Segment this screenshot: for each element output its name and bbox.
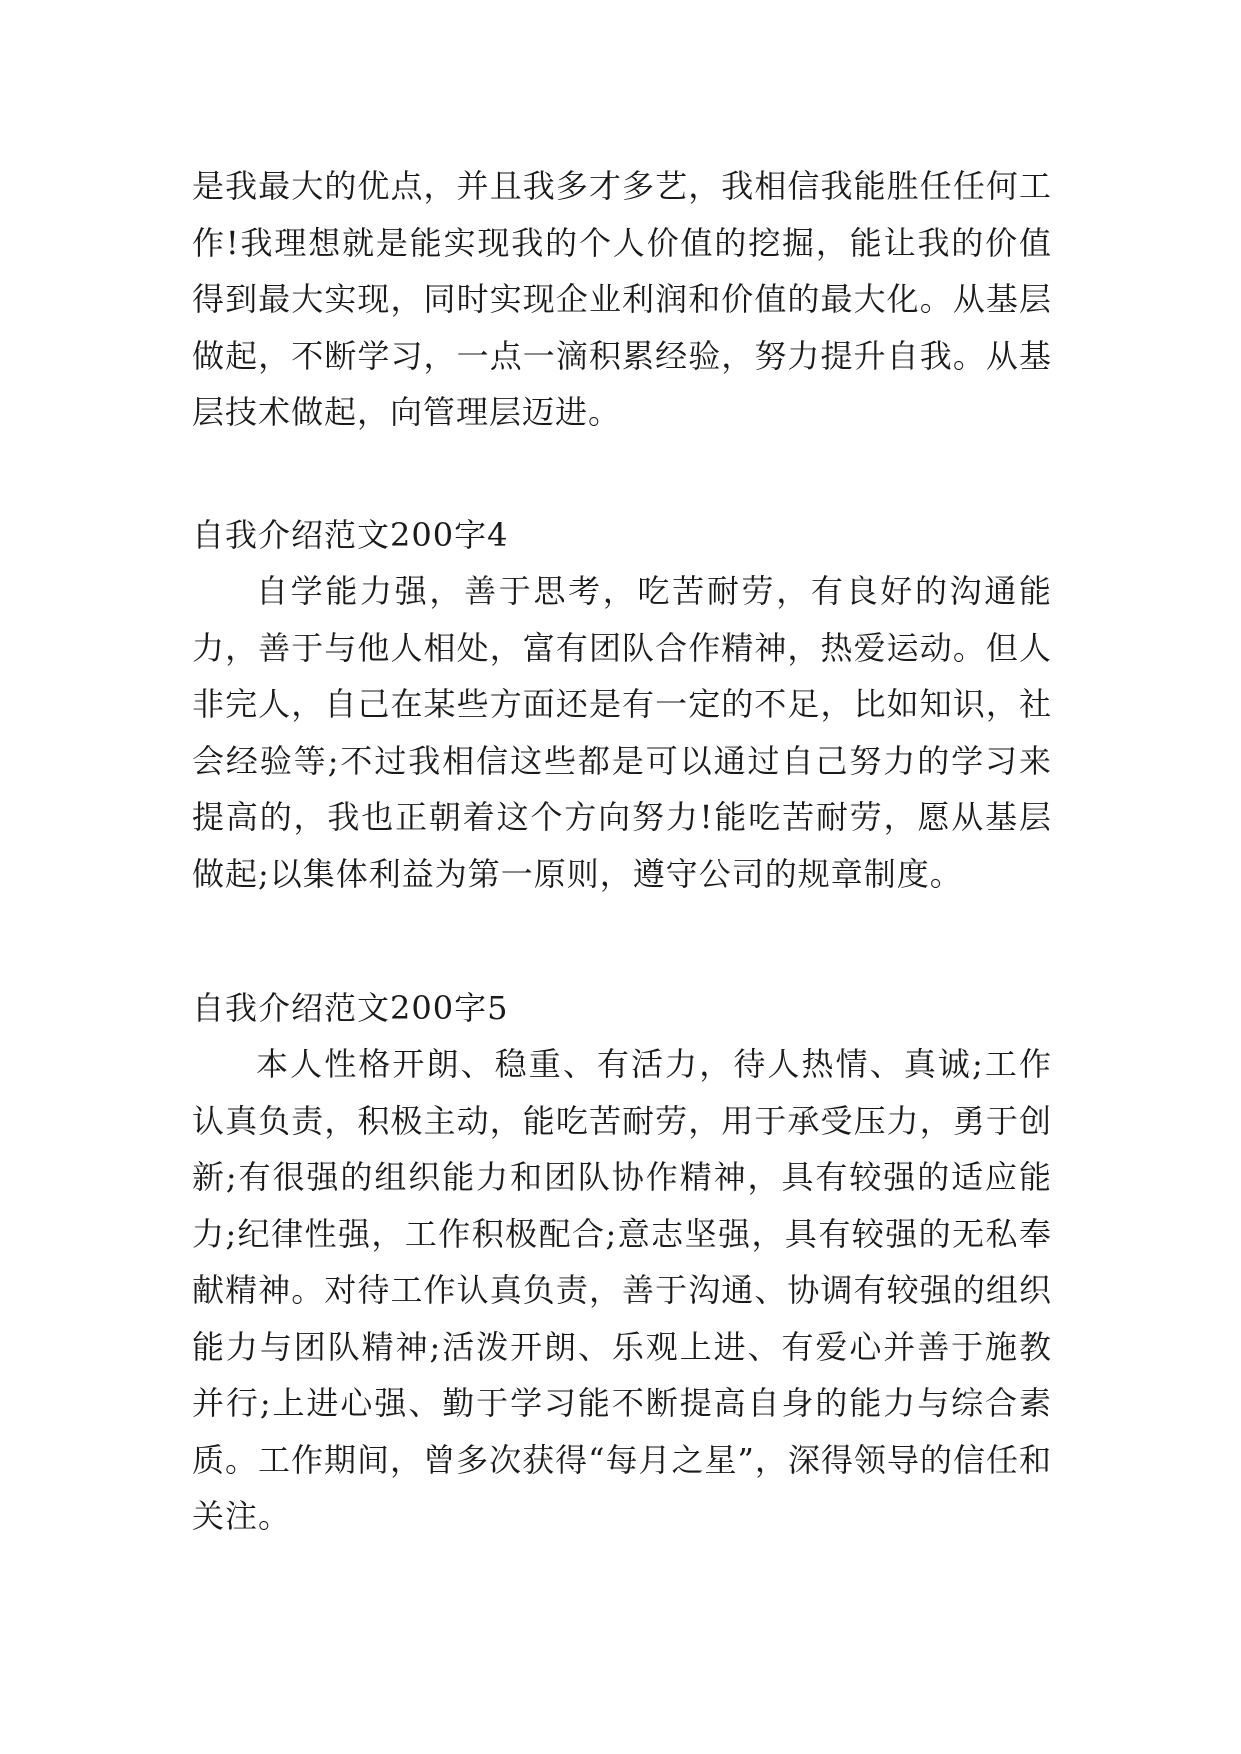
- section-heading: 自我介绍范文200字5: [192, 989, 509, 1027]
- section-5: [192, 980, 1052, 1545]
- section-heading: 自我介绍范文200字4: [192, 516, 509, 554]
- continuation-paragraph: 是我最大的优点，并且我多才多艺，我相信我能胜任任何工作!我理想就是能实现我的个人价值的挖掘，能让我的价值得到最大实现，同时实现企业利润和价值的最大化。从基层做起，不断学习，一点一滴积累经验，努力提升自我。从基层技术做起，向管理层迈进。: [192, 167, 1052, 431]
- continuation-block: [192, 158, 1052, 441]
- section-paragraph: 本人性格开朗、稳重、有活力，待人热情、真诚;工作认真负责，积极主动，能吃苦耐劳，用于承受压力，勇于创新;有很强的组织能力和团队协作精神，具有较强的适应能力;纪律性强，工作积极配合;意志坚强，具有较强的无私奉献精神。对待工作认真负责，善于沟通、协调有较强的组织能力与团队精神;活泼开朗、乐观上进、有爱心并善于施教并行;上进心强、勤于学习能不断提高自身的能力与综合素质。工作期间，曾多次获得“每月之星”，深得领导的信任和关注。: [192, 1045, 1052, 1535]
- section-4: [192, 507, 1052, 902]
- section-paragraph: 自学能力强，善于思考，吃苦耐劳，有良好的沟通能力，善于与他人相处，富有团队合作精神，热爱运动。但人非完人，自己在某些方面还是有一定的不足，比如知识，社会经验等;不过我相信这些都是可以通过自己努力的学习来提高的，我也正朝着这个方向努力!能吃苦耐劳，愿从基层做起;以集体利益为第一原则，遵守公司的规章制度。: [192, 572, 1052, 893]
